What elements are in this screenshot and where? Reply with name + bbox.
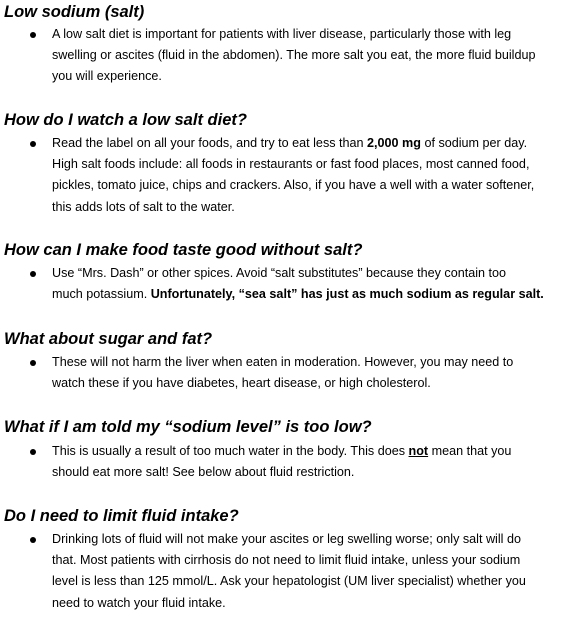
bullet-icon (30, 271, 36, 277)
text-line: this adds lots of salt to the water. (52, 199, 235, 214)
text-line: swelling or ascites (fluid in the abdomen). The more salt you eat, the more fluid buildup (52, 48, 536, 63)
bullet-icon (30, 360, 36, 366)
section-heading: How can I make food taste good without salt? (4, 241, 363, 259)
text-line: pickles, tomato juice, chips and crackers. Also, if you have a well with a water softener, (52, 178, 535, 193)
emphasis-not: not (408, 444, 429, 458)
text-line: much potassium. Unfortunately, “sea salt” has just as much sodium as regular salt. (52, 287, 544, 302)
bullet-icon (30, 449, 36, 455)
bullet-text (52, 133, 572, 218)
text-line: level is less than 125 mmol/L. Ask your hepatologist (UM liver specialist) whether you (52, 574, 526, 589)
text-line: These will not harm the liver when eaten in moderation. However, you may need to (52, 355, 514, 369)
bullet-text (52, 529, 572, 614)
emphasis-amount: 2,000 mg (367, 136, 421, 150)
text-line: High salt foods include: all foods in restaurants or fast food places, most canned food, (52, 157, 530, 172)
text-line: A low salt diet is important for patients with liver disease, particularly those with leg (52, 27, 512, 41)
bullet-text (52, 24, 572, 88)
text-line: Use “Mrs. Dash” or other spices. Avoid “salt substitutes” because they contain too (52, 266, 507, 280)
bullet-text (52, 441, 572, 483)
bullet-text (52, 263, 572, 305)
text-line: Read the label on all your foods, and try to eat less than 2,000 mg of sodium per day. (52, 136, 528, 150)
text-line: need to watch your fluid intake. (52, 595, 226, 610)
section-heading: Low sodium (salt) (4, 3, 145, 21)
section-heading: Do I need to limit fluid intake? (4, 507, 239, 525)
section-heading: What about sugar and fat? (4, 330, 213, 348)
bullet-icon (30, 141, 36, 147)
section-heading: How do I watch a low salt diet? (4, 111, 247, 129)
emphasis-sea-salt: Unfortunately, “sea salt” has just as much sodium as regular salt. (150, 287, 544, 302)
bullet-text (52, 352, 572, 394)
bullet-icon (30, 537, 36, 543)
text-line: Drinking lots of fluid will not make your ascites or leg swelling worse; only salt will do (52, 532, 521, 546)
text-line: that. Most patients with cirrhosis do not need to limit fluid intake, unless your sodium (52, 553, 521, 568)
bullet-icon (30, 32, 36, 38)
text-line: watch these if you have diabetes, heart disease, or high cholesterol. (52, 376, 431, 391)
section-heading: What if I am told my “sodium level” is too low? (4, 418, 372, 436)
text-line: This is usually a result of too much water in the body. This does not mean that you (52, 444, 512, 458)
text-line: you will experience. (52, 69, 162, 84)
text-line: should eat more salt! See below about fluid restriction. (52, 465, 355, 480)
